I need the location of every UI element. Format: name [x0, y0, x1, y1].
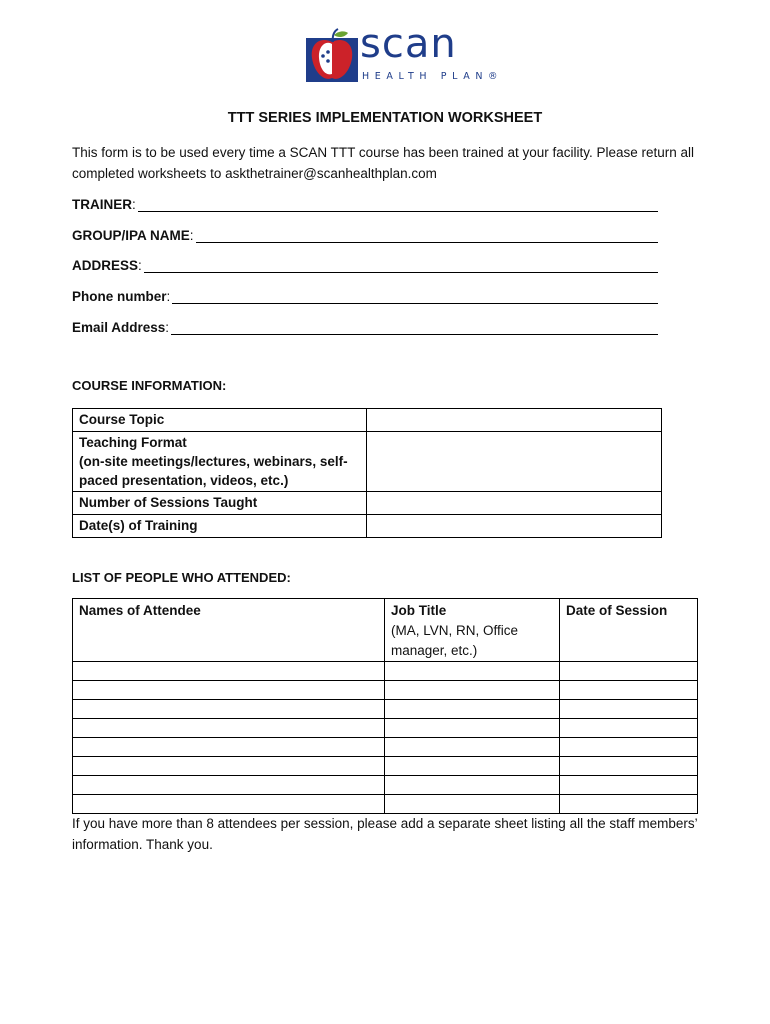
- address-field: ADDRESS :: [72, 253, 658, 273]
- attendee-name-cell[interactable]: [73, 757, 385, 776]
- attendee-date-cell[interactable]: [560, 700, 698, 719]
- attendee-date-cell[interactable]: [560, 738, 698, 757]
- phone-label: Phone number: [72, 289, 167, 304]
- table-row: [73, 432, 662, 492]
- attendee-name-cell[interactable]: [73, 681, 385, 700]
- trainer-label: TRAINER: [72, 197, 132, 212]
- course-info-heading: COURSE INFORMATION:: [72, 378, 227, 393]
- teaching-format-title: Teaching Format: [79, 435, 187, 450]
- group-label: GROUP/IPA NAME: [72, 228, 190, 243]
- group-input[interactable]: [196, 226, 658, 243]
- attendee-job-cell[interactable]: [385, 700, 560, 719]
- attendee-date-cell[interactable]: [560, 662, 698, 681]
- email-input[interactable]: [171, 318, 658, 335]
- col-header-job-title: Job Title: [391, 603, 447, 618]
- attendees-table: [72, 598, 698, 814]
- attendee-name-cell[interactable]: [73, 776, 385, 795]
- teaching-format-desc: (on-site meetings/lectures, webinars, self-paced presentation, videos, etc.): [79, 454, 348, 488]
- phone-input[interactable]: [172, 287, 658, 304]
- attendee-job-cell[interactable]: [385, 795, 560, 814]
- course-topic-label: Course Topic: [73, 409, 367, 432]
- attendee-date-cell[interactable]: [560, 795, 698, 814]
- attendee-date-cell[interactable]: [560, 757, 698, 776]
- address-label: ADDRESS: [72, 258, 139, 273]
- training-dates-label: Date(s) of Training: [73, 515, 367, 538]
- attendee-name-cell[interactable]: [73, 719, 385, 738]
- apple-icon: [306, 28, 358, 84]
- sessions-taught-cell[interactable]: [367, 492, 662, 515]
- table-row: [73, 700, 698, 719]
- trainer-field: TRAINER :: [72, 192, 658, 212]
- course-topic-cell[interactable]: [367, 409, 662, 432]
- attendees-heading: LIST OF PEOPLE WHO ATTENDED:: [72, 570, 291, 585]
- attendee-date-cell[interactable]: [560, 681, 698, 700]
- email-field: Email Address :: [72, 315, 658, 335]
- attendee-name-cell[interactable]: [73, 662, 385, 681]
- table-row: [73, 719, 698, 738]
- table-row: [73, 492, 662, 515]
- table-header-row: [73, 599, 698, 662]
- attendee-job-cell[interactable]: [385, 776, 560, 795]
- attendee-date-cell[interactable]: [560, 719, 698, 738]
- teaching-format-cell[interactable]: [367, 432, 662, 492]
- col-header-job: [385, 599, 560, 662]
- course-info-table: [72, 408, 662, 538]
- intro-text: This form is to be used every time a SCAN TTT course has been trained at your facility. Please return all completed worksheets to askthetrainer@scanhealthplan.com: [72, 145, 695, 181]
- table-row: [73, 681, 698, 700]
- attendee-date-cell[interactable]: [560, 776, 698, 795]
- trainer-input[interactable]: [138, 195, 658, 212]
- attendee-job-cell[interactable]: [385, 738, 560, 757]
- table-row: [73, 757, 698, 776]
- table-row: [73, 738, 698, 757]
- attendee-name-cell[interactable]: [73, 700, 385, 719]
- teaching-format-label: [73, 432, 367, 492]
- email-label: Email Address: [72, 320, 166, 335]
- page-title: TTT SERIES IMPLEMENTATION WORKSHEET: [227, 110, 543, 126]
- attendee-name-cell[interactable]: [73, 738, 385, 757]
- logo-subtitle: HEALTH PLAN®: [362, 71, 504, 82]
- attendee-job-cell[interactable]: [385, 757, 560, 776]
- table-row: [73, 776, 698, 795]
- table-row: [73, 409, 662, 432]
- footer-note: If you have more than 8 attendees per session, please add a separate sheet listing all the staff members’ information. Thank you.: [72, 816, 698, 852]
- col-header-name: Names of Attendee: [73, 599, 385, 662]
- table-row: [73, 795, 698, 814]
- attendee-job-cell[interactable]: [385, 662, 560, 681]
- phone-field: Phone number :: [72, 284, 658, 304]
- logo-wordmark: scan: [360, 21, 457, 67]
- attendee-job-cell[interactable]: [385, 719, 560, 738]
- sessions-taught-label: Number of Sessions Taught: [73, 492, 367, 515]
- attendee-name-cell[interactable]: [73, 795, 385, 814]
- table-row: [73, 515, 662, 538]
- col-header-date: Date of Session: [560, 599, 698, 662]
- training-dates-cell[interactable]: [367, 515, 662, 538]
- table-row: [73, 662, 698, 681]
- group-field: GROUP/IPA NAME :: [72, 223, 658, 243]
- attendee-job-cell[interactable]: [385, 681, 560, 700]
- address-input[interactable]: [144, 256, 658, 273]
- col-header-job-note: (MA, LVN, RN, Office manager, etc.): [391, 623, 519, 658]
- scan-health-plan-logo: [306, 21, 504, 86]
